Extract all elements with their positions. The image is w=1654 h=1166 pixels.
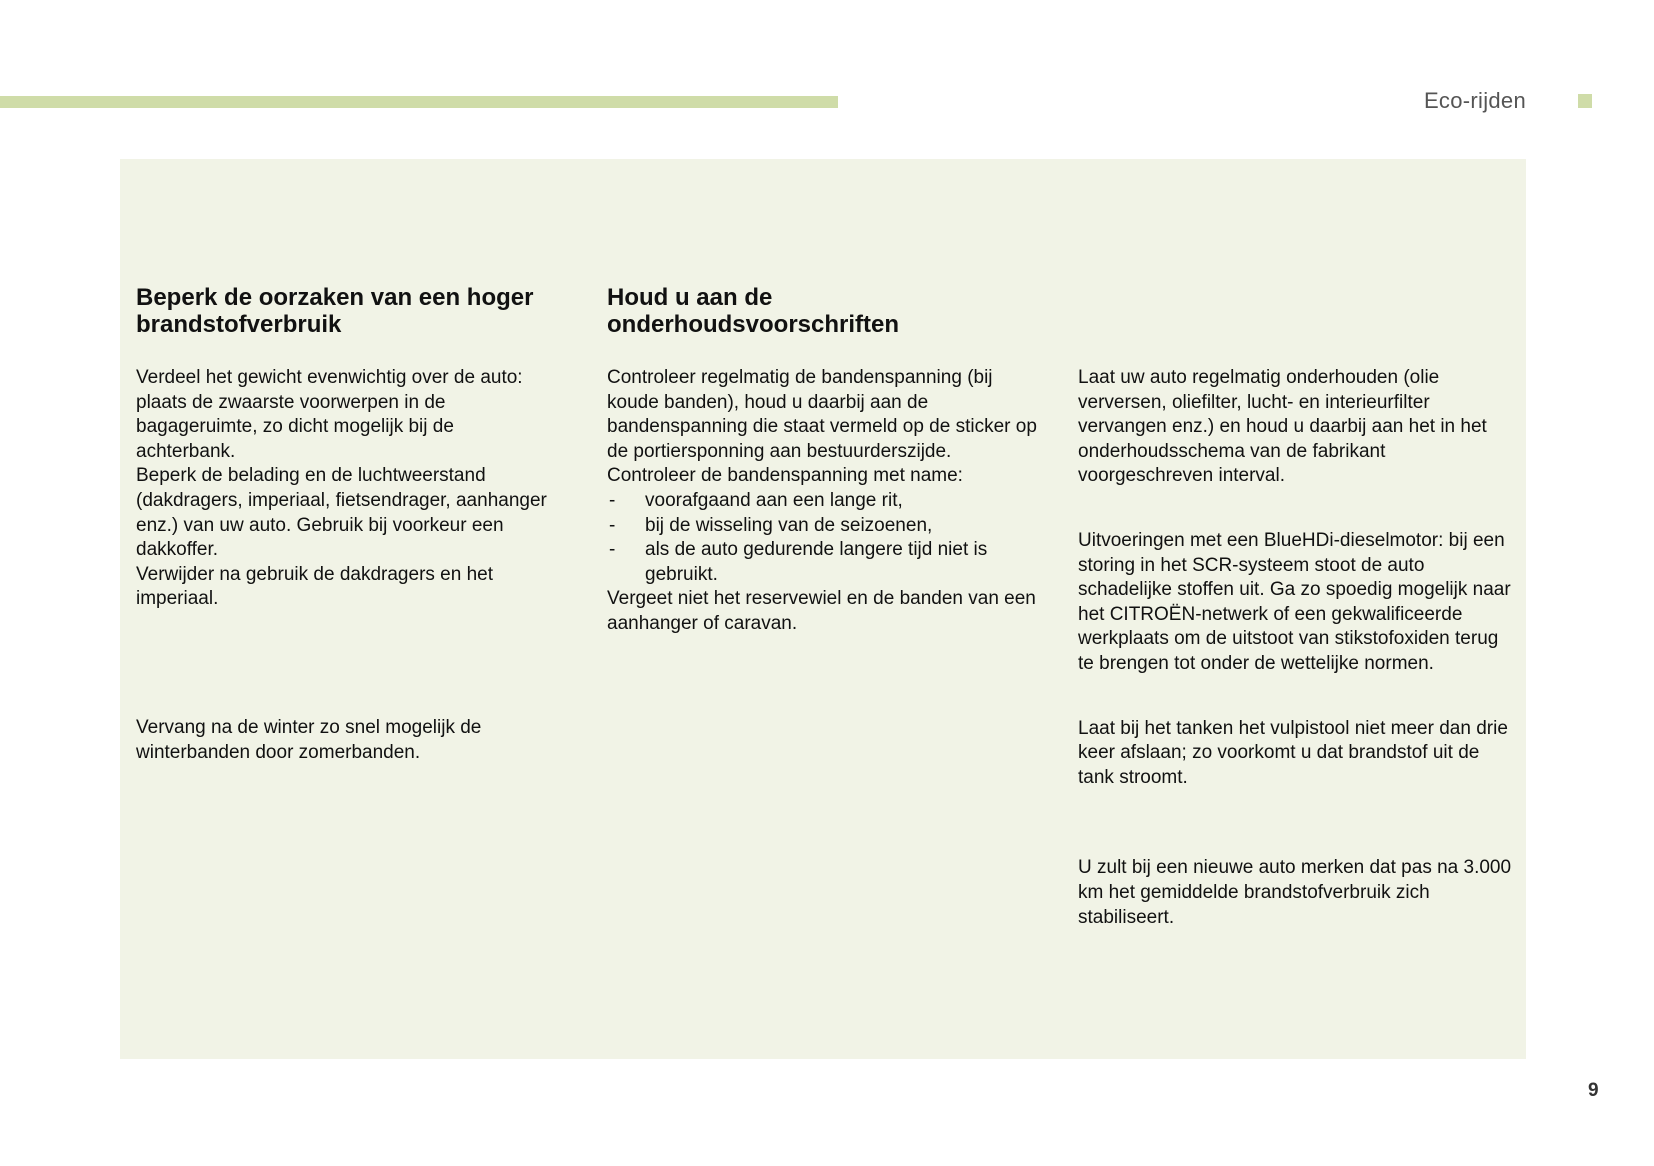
paragraph-new-car-consumption: U zult bij een nieuwe auto merken dat pas na 3.000 km het gemiddelde brandstofverbruik zich stabiliseert. [1078,857,1512,928]
list-item: - voorafgaand aan een lange rit, [607,489,1047,514]
section-title: Eco-rijden [1423,88,1526,113]
page-number: 9 [1588,1080,1599,1101]
paragraph-weight-distribution: Verdeel het gewicht evenwichtig over de auto: plaats de zwaarste voorwerpen in de bagageruimte, zo dicht mogelijk bij de achterbank. [136,367,523,462]
column-middle [607,284,1047,637]
paragraph-tyre-pressure: Controleer regelmatig de bandenspanning (bij koude banden), houd u daarbij aan de bandenspanning die staat vermeld op de sticker op de portiersponning aan bestuurderszijde. [607,367,1037,462]
dash-bullet: - [609,539,616,561]
paragraph-spare-wheel: Vergeet niet het reservewiel en de banden van een aanhanger of caravan. [607,588,1036,634]
tyre-check-list [607,489,1047,587]
heading-fuel-consumption: Beperk de oorzaken van een hoger brandstofverbruik [136,284,534,338]
paragraph-remove-roof-bars: Verwijder na gebruik de dakdragers en het imperiaal. [136,563,494,610]
column-left [136,284,556,765]
paragraph-check-pressure-intro: Controleer de bandenspanning met name: [607,465,963,487]
heading-maintenance: Houd u aan de onderhoudsvoorschriften [607,284,900,338]
list-item: - als de auto gedurende langere tijd niet is gebruikt. [609,539,988,585]
paragraph-refuelling: Laat bij het tanken het vulpistool niet meer dan drie keer afslaan; zo voorkomt u dat brandstof uit de tank stroomt. [1078,717,1508,788]
paragraph-bluehdi-scr: Uitvoeringen met een BlueHDi-dieselmotor: bij een storing in het SCR-systeem stoot de auto schadelijke stoffen uit. Ga zo spoedig mogelijk naar het CITROËN-netwerk of een gekwalificeerde werkplaats om de uitstoot van stikstofoxiden terug te brengen tot onder de wettelijke normen. [1078,529,1511,674]
section-marker-square [1578,94,1592,108]
column-right [1078,366,1518,930]
list-item: - bij de wisseling van de seizoenen, [607,514,1047,539]
paragraph-regular-service: Laat uw auto regelmatig onderhouden (olie verversen, oliefilter, lucht- en interieurfilter vervangen enz.) en houd u daarbij aan het in het onderhoudsschema van de fabrikant voorgeschreven interval. [1078,367,1487,487]
header-accent-bar [0,96,838,108]
dash-bullet: - [609,514,616,536]
paragraph-winter-tyres: Vervang na de winter zo snel mogelijk de winterbanden door zomerbanden. [136,716,482,763]
paragraph-load-drag: Beperk de belading en de luchtweerstand (dakdragers, imperiaal, fietsendrager, aanhanger enz.) van uw auto. Gebruik bij voorkeur een dakkoffer. [136,465,547,561]
dash-bullet: - [609,489,616,511]
